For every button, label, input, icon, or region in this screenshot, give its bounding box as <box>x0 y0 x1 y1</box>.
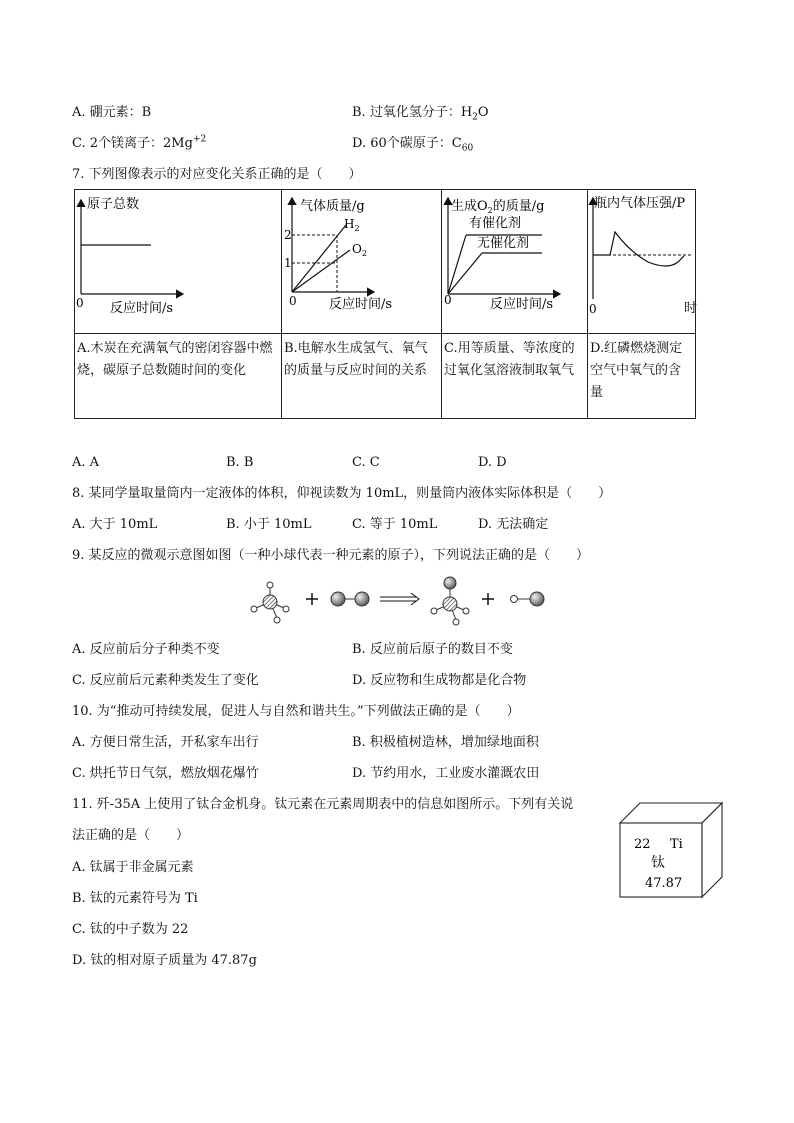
y-axis-label: 瓶内气体压强/P <box>594 196 686 211</box>
q10-option-c: C. 烘托节日气氛，燃放烟花爆竹 <box>72 766 259 781</box>
q6-option-a: A. 硼元素：B <box>72 105 152 120</box>
plus-sign-2 <box>482 593 494 605</box>
q7-option-a: A. A <box>72 455 100 470</box>
q7-option-d: D. D <box>478 455 507 470</box>
q9-option-d: D. 反应物和生成物都是化合物 <box>352 673 527 688</box>
q7-caption-a: A.木炭在充满氧气的密闭容器中燃烧，碳原子总数随时间的变化 <box>77 341 273 378</box>
q7-graph-c <box>442 190 586 329</box>
small-atom <box>283 606 289 612</box>
small-atom <box>463 608 469 614</box>
q7-caption-c: C.用等质量、等浓度的过氧化氢溶液制取氧气 <box>444 341 575 378</box>
large-atom <box>530 592 544 606</box>
reactant-molecule-1 <box>251 582 289 623</box>
origin-label: 0 <box>76 296 84 310</box>
titanium-element-card <box>618 801 724 899</box>
x-axis-label: 反应时间/s <box>329 297 393 312</box>
q7-graph-d-cell <box>588 190 696 334</box>
q11-option-b: B. 钛的元素符号为 Ti <box>72 891 198 906</box>
plus-sign <box>306 593 318 605</box>
x-axis-label: 反应时间/s <box>490 297 554 312</box>
small-atom <box>453 619 459 625</box>
q7-graph-table <box>74 189 696 419</box>
q11-option-a: A. 钛属于非金属元素 <box>72 860 194 875</box>
reactant-molecule-2 <box>331 592 369 606</box>
catalyst-label: 有催化剂 <box>469 216 522 231</box>
y-axis-label: 气体质量/g <box>300 199 365 214</box>
large-atom <box>355 592 369 606</box>
q10-stem: 10. 为“推动可持续发展，促进人与自然和谐共生。”下列做法正确的是（ ） <box>72 704 520 719</box>
origin-label: 0 <box>289 294 297 308</box>
center-atom <box>443 597 457 611</box>
q8-stem: 8. 某同学量取量筒内一定液体的体积，仰视读数为 10mL，则量筒内液体实际体积是（ ） <box>72 486 612 501</box>
tick-2: 2 <box>284 228 292 242</box>
o2-label: $O_2$ <box>352 242 367 258</box>
small-atom <box>251 606 257 612</box>
q9-reaction-diagram <box>240 574 550 626</box>
origin-label: 0 <box>444 293 452 307</box>
q7-caption-b: B.电解水生成氢气、氧气的质量与反应时间的关系 <box>284 341 428 378</box>
q7-graph-a-cell <box>75 190 282 334</box>
q7-graph-a <box>75 190 280 329</box>
small-atom <box>431 608 437 614</box>
q8-option-c: C. 等于 10mL <box>352 517 438 532</box>
q10-option-d: D. 节约用水，工业废水灌溉农田 <box>352 766 540 781</box>
small-atom <box>267 582 273 588</box>
product-molecule-2 <box>511 592 545 606</box>
q7-stem: 7. 下列图像表示的对应变化关系正确的是（ ） <box>72 167 362 182</box>
q7-caption-d: D.红磷燃烧测定空气中氧气的含量 <box>590 341 683 400</box>
q9-stem: 9. 某反应的微观示意图如图（一种小球代表一种元素的原子），下列说法正确的是（ ） <box>72 548 590 563</box>
large-atom <box>444 577 456 589</box>
small-atom <box>511 596 518 603</box>
origin-label: 0 <box>589 302 597 316</box>
y-axis-label: 原子总数 <box>87 197 140 212</box>
h2-label: $H_2$ <box>344 217 360 233</box>
q7-option-c: C. C <box>352 455 380 470</box>
q11-option-d: D. 钛的相对原子质量为 47.87g <box>72 953 257 968</box>
q10-option-b: B. 积极植树造林，增加绿地面积 <box>352 735 539 750</box>
x-axis-label: 时 <box>684 301 698 316</box>
product-molecule-1 <box>431 577 469 625</box>
no-catalyst-line-rise <box>448 253 482 294</box>
catalyst-line-rise <box>448 235 466 294</box>
q7-option-b: B. B <box>226 455 254 470</box>
no-catalyst-label: 无催化剂 <box>477 236 530 251</box>
q7-graph-b-cell <box>282 190 442 334</box>
q11-stem-line1: 11. 歼-35A 上使用了钛合金机身。钛元素在元素周期表中的信息如图所示。下列有关说 <box>72 797 574 812</box>
q8-option-a: A. 大于 10mL <box>72 517 158 532</box>
x-axis-label: 反应时间/s <box>110 301 174 316</box>
q7-graph-b <box>282 190 440 329</box>
atomic-number: 22 <box>634 837 651 852</box>
q8-option-b: B. 小于 10mL <box>226 517 312 532</box>
reaction-arrow <box>380 593 419 605</box>
pressure-curve <box>593 232 684 266</box>
q9-option-c: C. 反应前后元素种类发生了变化 <box>72 673 259 688</box>
q6-option-c: C. 2个镁离子：$2Mg^{+2}$ <box>72 134 207 151</box>
small-atom <box>274 617 280 623</box>
q6-option-b: B. 过氧化氢分子：$H_2O$ <box>352 105 489 123</box>
atomic-mass: 47.87 <box>645 876 683 891</box>
q7-graph-d <box>588 190 698 329</box>
center-atom <box>263 595 277 609</box>
q8-option-d: D. 无法确定 <box>478 517 549 532</box>
element-symbol: Ti <box>670 837 683 852</box>
large-atom <box>331 592 345 606</box>
q6-option-d: D. 60个碳原子：$C_{60}$ <box>352 136 474 154</box>
q7-graph-c-cell <box>442 190 588 334</box>
q11-option-c: C. 钛的中子数为 22 <box>72 922 189 937</box>
q9-option-a: A. 反应前后分子种类不变 <box>72 642 220 657</box>
tick-1: 1 <box>284 256 292 270</box>
element-name: 钛 <box>651 855 665 871</box>
q10-option-a: A. 方便日常生活，开私家车出行 <box>72 735 259 750</box>
q9-option-b: B. 反应前后原子的数目不变 <box>352 642 513 657</box>
q11-stem-line2: 法正确的是（ ） <box>72 828 190 843</box>
y-axis-label: 生成$O_2$的质量/g <box>451 199 545 215</box>
